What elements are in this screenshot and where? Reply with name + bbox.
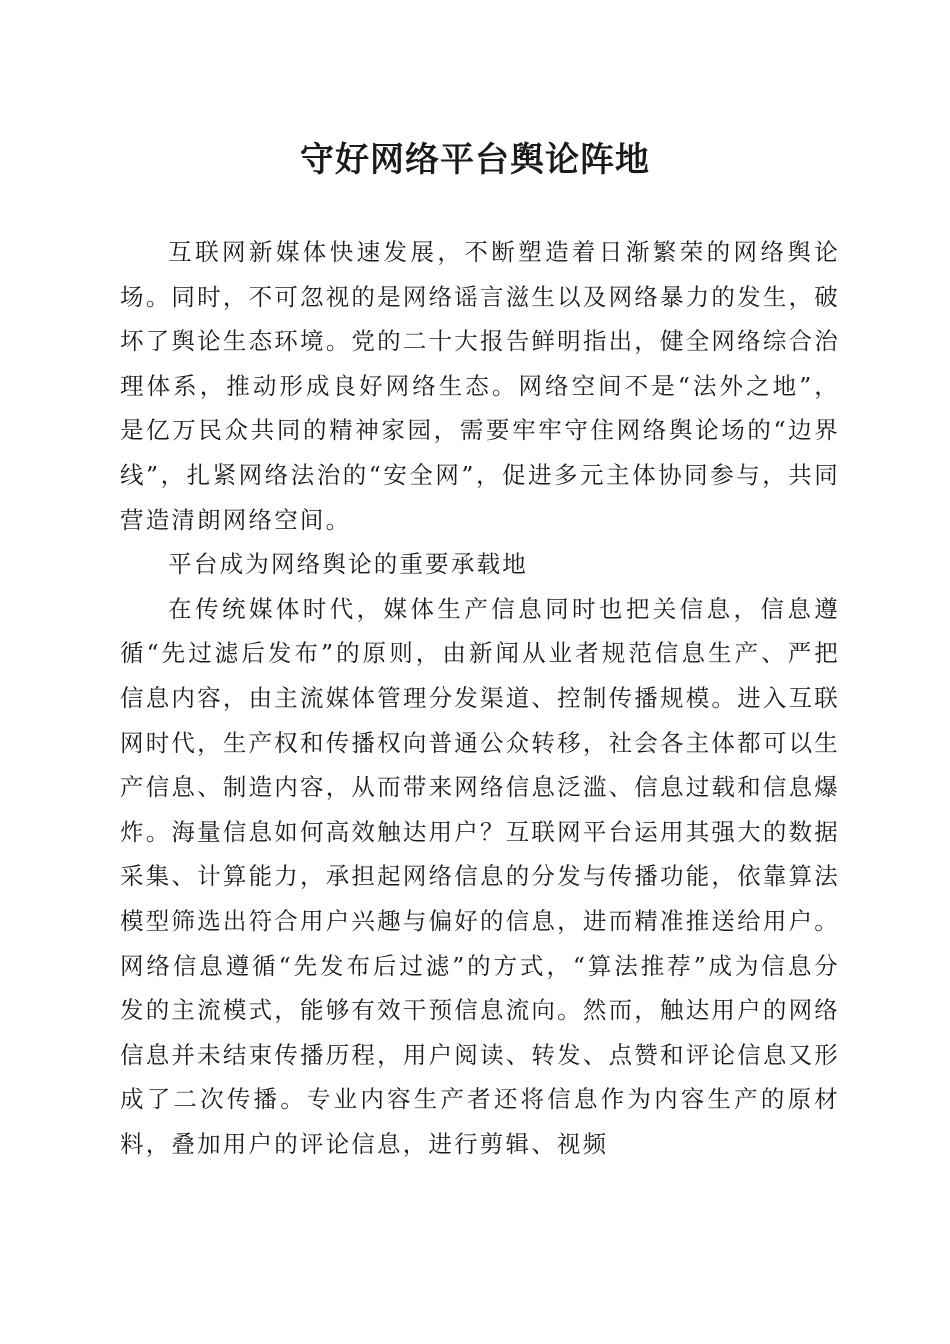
section-heading: 平台成为网络舆论的重要承载地 bbox=[168, 550, 528, 579]
document-body bbox=[120, 230, 840, 1166]
paragraph-intro: 互联网新媒体快速发展，不断塑造着日渐繁荣的网络舆论场。同时，不可忽视的是网络谣言滋生以及网络暴力的发生，破坏了舆论生态环境。党的二十大报告鲜明指出，健全网络综合治理体系，推动形成良好网络生态。网络空间不是“法外之地”，是亿万民众共同的精神家园，需要牢牢守住网络舆论场的“边界线”，扎紧网络法治的“安全网”，促进多元主体协同参与，共同营造清朗网络空间。 bbox=[120, 238, 840, 534]
paragraph-traditional-media: 在传统媒体时代，媒体生产信息同时也把关信息，信息遵循“先过滤后发布”的原则，由新闻从业者规范信息生产、严把信息内容，由主流媒体管理分发渠道、控制传播规模。进入互联网时代，生产权和传播权向普通公众转移，社会各主体都可以生产信息、制造内容，从而带来网络信息泛滥、信息过载和信息爆炸。海量信息如何高效触达用户？互联网平台运用其强大的数据采集、计算能力，承担起网络信息的分发与传播功能，依靠算法模型筛选出符合用户兴趣与偏好的信息，进而精准推送给用户。网络信息遵循“先发布后过滤”的方式，“算法推荐”成为信息分发的主流模式，能够有效干预信息流向。然而，触达用户的网络信息并未结束传播历程，用户阅读、转发、点赞和评论信息又形成了二次传播。专业内容生产者还将信息作为内容生产的原材料，叠加用户的评论信息，进行剪辑、视频 bbox=[120, 594, 840, 1158]
document-title: 守好网络平台舆论阵地 bbox=[300, 140, 650, 180]
